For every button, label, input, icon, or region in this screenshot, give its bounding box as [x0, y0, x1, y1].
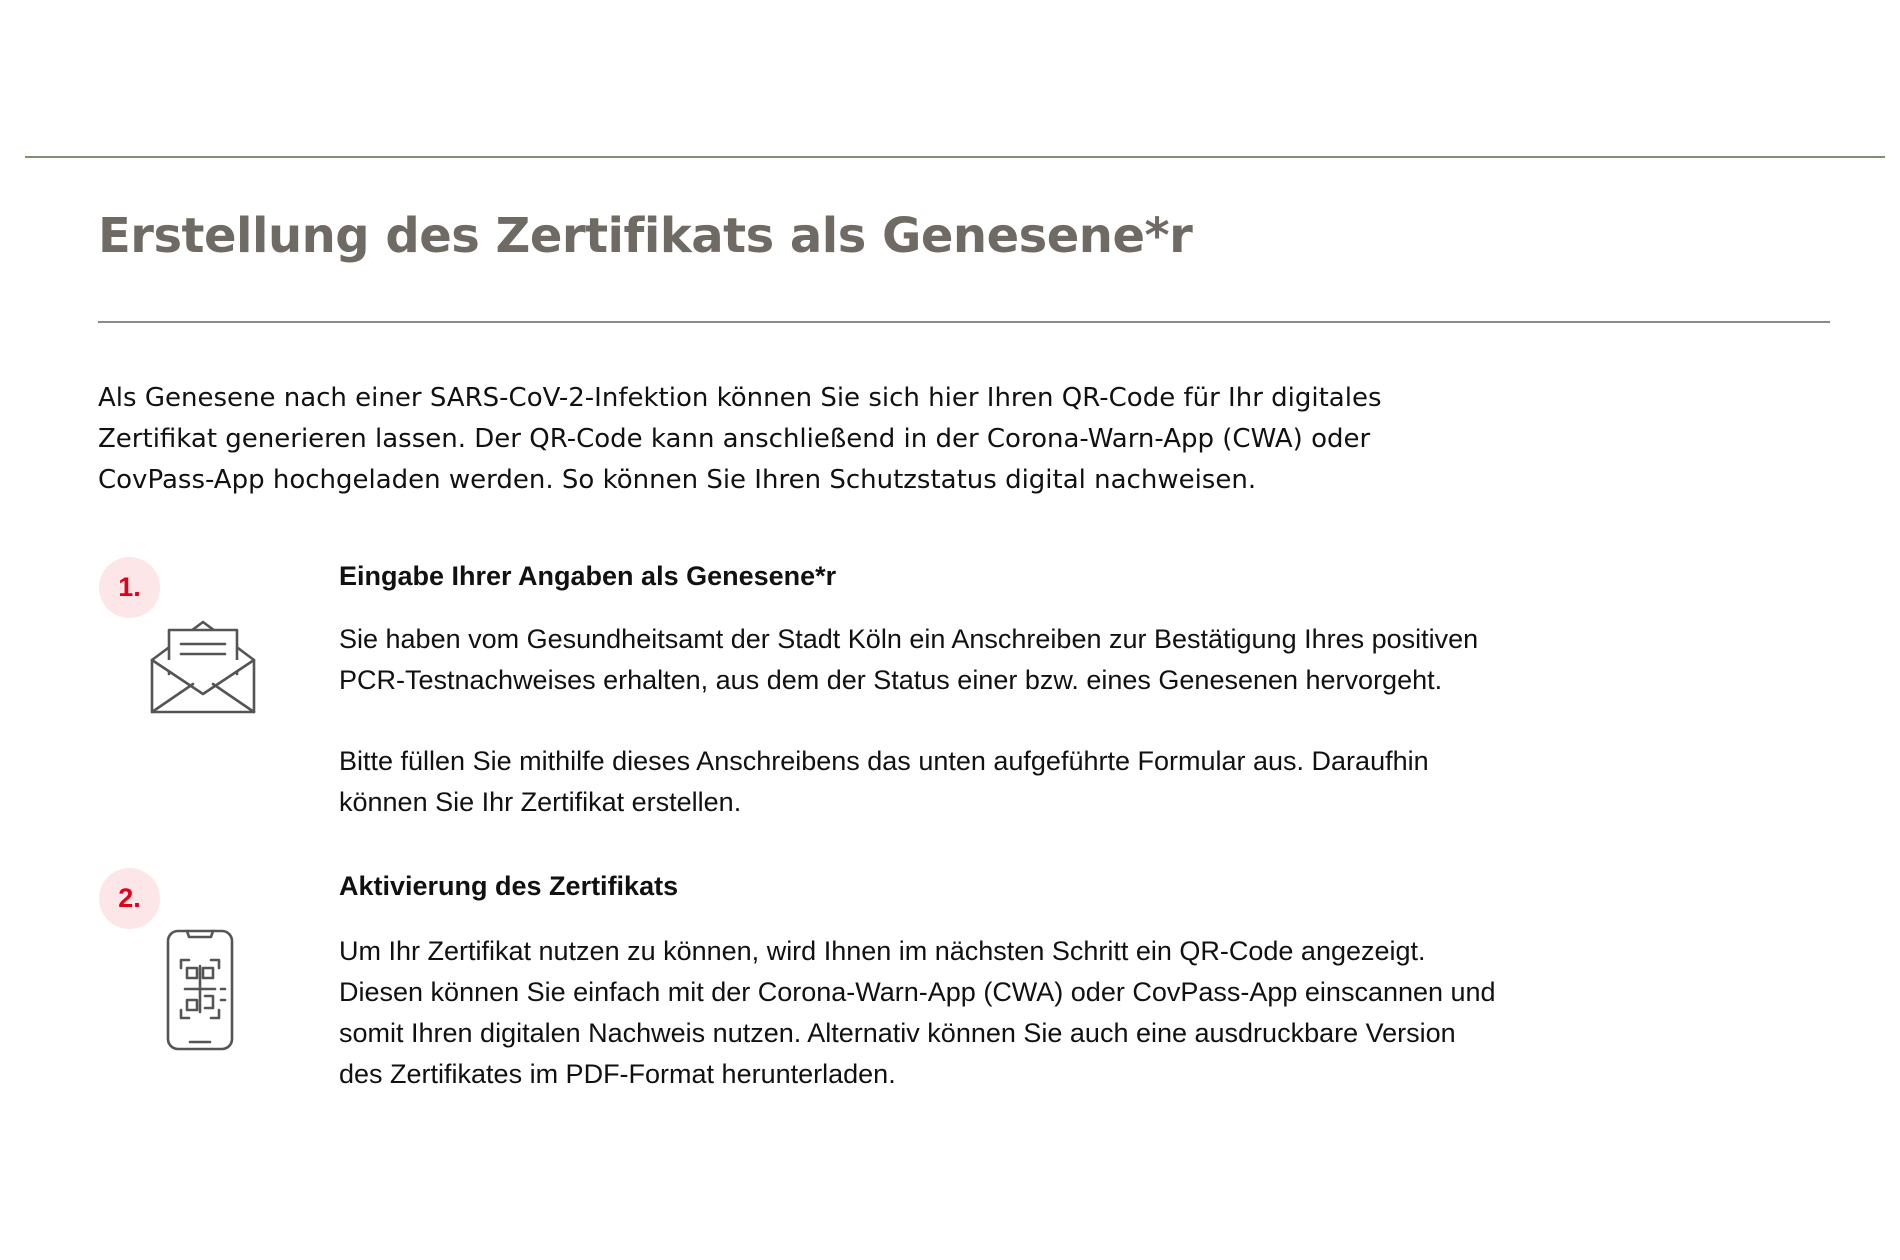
- title-divider: [98, 321, 1830, 323]
- step-paragraph: [339, 741, 1589, 823]
- step-text-line: des Zertifikates im PDF-Format herunterladen.: [339, 1059, 896, 1089]
- envelope-letter-icon: [149, 612, 257, 716]
- phone-qr-code-icon: [165, 928, 241, 1052]
- step-heading: Aktivierung des Zertifikats: [339, 871, 679, 901]
- step-number-badge: 2.: [99, 868, 160, 929]
- step-text-line: somit Ihren digitalen Nachweis nutzen. Alternativ können Sie auch eine ausdruckbare Version: [339, 1018, 1456, 1048]
- step-1-content: [339, 559, 1589, 823]
- intro-line: Zertifikat generieren lassen. Der QR-Code kann anschließend in der Corona-Warn-App (CWA) oder: [98, 424, 1371, 454]
- step-text-line: können Sie Ihr Zertifikat erstellen.: [339, 787, 742, 817]
- step-number-badge: 1.: [99, 557, 160, 618]
- step-heading: Eingabe Ihrer Angaben als Genesene*r: [339, 561, 837, 591]
- step-paragraph: [339, 931, 1589, 1095]
- step-text-line: Sie haben vom Gesundheitsamt der Stadt Köln ein Anschreiben zur Bestätigung Ihres positiven: [339, 624, 1479, 654]
- step-text-line: PCR-Testnachweises erhalten, aus dem der Status einer bzw. eines Genesenen hervorgeht.: [339, 665, 1443, 695]
- step-text-line: Diesen können Sie einfach mit der Corona-Warn-App (CWA) oder CovPass-App einscannen und: [339, 977, 1496, 1007]
- intro-line: CovPass-App hochgeladen werden. So können Sie Ihren Schutzstatus digital nachweisen.: [98, 465, 1257, 495]
- step-text-line: Um Ihr Zertifikat nutzen zu können, wird Ihnen im nächsten Schritt ein QR-Code angezeigt.: [339, 936, 1426, 966]
- step-text-line: Bitte füllen Sie mithilfe dieses Anschreibens das unten aufgeführte Formular aus. Daraufhin: [339, 746, 1429, 776]
- intro-line: Als Genesene nach einer SARS-CoV-2-Infektion können Sie sich hier Ihren QR-Code für Ihr digitales: [98, 383, 1382, 413]
- intro-text: [98, 378, 1598, 501]
- step-2-content: [339, 869, 1589, 1095]
- page-title: Erstellung des Zertifikats als Genesene*r: [98, 208, 1193, 264]
- step-paragraph: [339, 619, 1589, 701]
- header-divider: [25, 156, 1885, 158]
